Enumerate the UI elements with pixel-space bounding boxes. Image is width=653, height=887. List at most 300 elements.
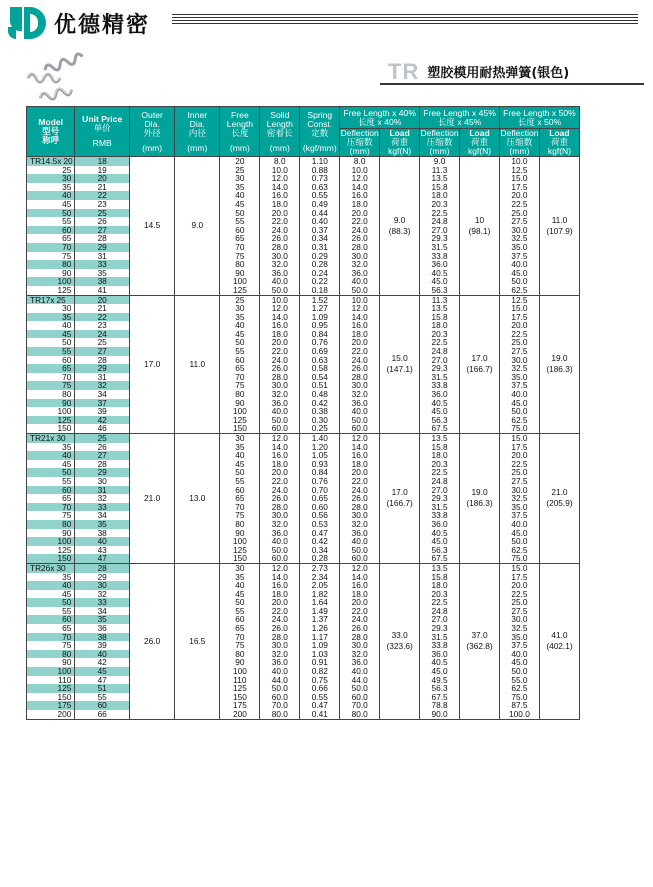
- cell-deflection-50: 50.0: [499, 277, 539, 286]
- cell-free: 125: [220, 286, 260, 295]
- load-newton: (323.6): [386, 641, 413, 652]
- cell-solid: 18.0: [260, 330, 300, 339]
- cell-spring: 1.03: [300, 650, 340, 659]
- cell-solid: 16.0: [260, 321, 300, 330]
- cell-spring: 0.51: [300, 381, 340, 390]
- cell-model: 65: [27, 364, 75, 373]
- col-model: Model 型号 称呼: [27, 107, 75, 157]
- cell-model: 35: [27, 443, 75, 452]
- cell-free: 25: [220, 295, 260, 304]
- cell-spring: 0.30: [300, 416, 340, 425]
- cell-deflection-50: 15.0: [499, 563, 539, 572]
- cell-deflection-50: 30.0: [499, 226, 539, 235]
- cell-free: 35: [220, 313, 260, 322]
- cell-price: 36: [75, 624, 130, 633]
- cell-solid: 28.0: [260, 633, 300, 642]
- brand-header: [8, 4, 150, 42]
- cell-free: 75: [220, 252, 260, 261]
- cell-deflection-45: 67.5: [420, 424, 460, 433]
- cell-free: 65: [220, 494, 260, 503]
- cell-deflection-40: 12.0: [340, 563, 380, 572]
- cell-solid: 18.0: [260, 590, 300, 599]
- cell-spring: 0.34: [300, 234, 340, 243]
- cell-solid: 44.0: [260, 676, 300, 685]
- cell-model: 150: [27, 554, 75, 563]
- cell-deflection-50: 10.0: [499, 157, 539, 166]
- cell-spring: 1.20: [300, 443, 340, 452]
- cell-deflection-50: 22.5: [499, 460, 539, 469]
- cell-deflection-45: 45.0: [420, 407, 460, 416]
- col-inner: Inner Dia. 内径 (mm): [175, 107, 220, 157]
- cell-spring: 0.54: [300, 373, 340, 382]
- cell-deflection-50: 12.5: [499, 166, 539, 175]
- cell-free: 60: [220, 615, 260, 624]
- cell-deflection-40: 22.0: [340, 217, 380, 226]
- cell-spring: 2.05: [300, 581, 340, 590]
- cell-solid: 30.0: [260, 511, 300, 520]
- cell-model: 60: [27, 615, 75, 624]
- cell-solid: 16.0: [260, 581, 300, 590]
- cell-deflection-40: 60.0: [340, 554, 380, 563]
- cell-spring: 0.70: [300, 486, 340, 495]
- cell-deflection-45: 36.0: [420, 520, 460, 529]
- cell-solid: 32.0: [260, 260, 300, 269]
- cell-price: 22: [75, 191, 130, 200]
- cell-price: 22: [75, 313, 130, 322]
- cell-deflection-45: 22.5: [420, 468, 460, 477]
- cell-spring: 1.10: [300, 157, 340, 166]
- cell-spring: 0.47: [300, 529, 340, 538]
- cell-spring: 0.42: [300, 537, 340, 546]
- cell-deflection-45: 45.0: [420, 667, 460, 676]
- cell-deflection-45: 11.3: [420, 166, 460, 175]
- cell-solid: 28.0: [260, 373, 300, 382]
- cell-model: 100: [27, 537, 75, 546]
- cell-free: 25: [220, 166, 260, 175]
- cell-deflection-50: 20.0: [499, 581, 539, 590]
- cell-model: 30: [27, 174, 75, 183]
- cell-model: 60: [27, 356, 75, 365]
- cell-price: 23: [75, 321, 130, 330]
- cell-deflection-45: 49.5: [420, 676, 460, 685]
- springs-image: [22, 50, 94, 108]
- cell-spring: 1.52: [300, 295, 340, 304]
- cell-deflection-50: 45.0: [499, 658, 539, 667]
- cell-solid: 24.0: [260, 226, 300, 235]
- cell-model: 40: [27, 321, 75, 330]
- cell-solid: 18.0: [260, 200, 300, 209]
- cell-spring: 0.63: [300, 183, 340, 192]
- load-newton: (166.7): [386, 498, 413, 509]
- cell-solid: 20.0: [260, 209, 300, 218]
- cell-deflection-50: 20.0: [499, 451, 539, 460]
- cell-price: 26: [75, 217, 130, 226]
- cell-deflection-45: 56.3: [420, 546, 460, 555]
- cell-solid: 32.0: [260, 650, 300, 659]
- cell-free: 65: [220, 624, 260, 633]
- cell-spring: 1.17: [300, 633, 340, 642]
- cell-deflection-40: 50.0: [340, 416, 380, 425]
- cell-solid: 12.0: [260, 174, 300, 183]
- cell-deflection-50: 27.5: [499, 607, 539, 616]
- model-length: 30: [56, 562, 66, 573]
- cell-solid: 30.0: [260, 381, 300, 390]
- cell-deflection-50: 62.5: [499, 286, 539, 295]
- cell-deflection-50: 25.0: [499, 468, 539, 477]
- cell-deflection-45: 31.5: [420, 243, 460, 252]
- cell-price: 21: [75, 183, 130, 192]
- cell-spring: 0.41: [300, 710, 340, 719]
- cell-deflection-45: 67.5: [420, 554, 460, 563]
- model-prefix: TR17x: [30, 294, 55, 305]
- cell-free: 70: [220, 503, 260, 512]
- cell-deflection-45: 33.8: [420, 381, 460, 390]
- cell-free: 125: [220, 684, 260, 693]
- cell-deflection-50: 32.5: [499, 494, 539, 503]
- cell-deflection-50: 15.0: [499, 434, 539, 443]
- cell-solid: 26.0: [260, 494, 300, 503]
- cell-price: 66: [75, 710, 130, 719]
- cell-spring: 1.09: [300, 641, 340, 650]
- cell-free: 125: [220, 546, 260, 555]
- cell-free: 80: [220, 520, 260, 529]
- cell-load-40: [380, 563, 420, 719]
- cell-deflection-45: 15.8: [420, 183, 460, 192]
- cell-solid: 40.0: [260, 407, 300, 416]
- cell-solid: 10.0: [260, 295, 300, 304]
- cell-deflection-40: 20.0: [340, 338, 380, 347]
- col-spring: Spring Const. 定数 (kgf/mm): [300, 107, 340, 157]
- cell-deflection-50: 75.0: [499, 693, 539, 702]
- cell-solid: 32.0: [260, 520, 300, 529]
- cell-solid: 24.0: [260, 615, 300, 624]
- cell-free: 70: [220, 243, 260, 252]
- cell-deflection-40: 70.0: [340, 701, 380, 710]
- cell-deflection-45: 22.5: [420, 209, 460, 218]
- cell-free: 30: [220, 563, 260, 572]
- cell-price: 29: [75, 364, 130, 373]
- cell-deflection-40: 18.0: [340, 200, 380, 209]
- cell-deflection-40: 30.0: [340, 511, 380, 520]
- cell-model: 75: [27, 511, 75, 520]
- cell-price: 32: [75, 590, 130, 599]
- cell-inner: 11.0: [175, 295, 220, 434]
- cell-deflection-50: 40.0: [499, 650, 539, 659]
- cell-solid: 10.0: [260, 166, 300, 175]
- cell-deflection-45: 90.0: [420, 710, 460, 719]
- cell-load-45: [460, 295, 500, 434]
- cell-price: 28: [75, 234, 130, 243]
- cell-price: 33: [75, 260, 130, 269]
- cell-free: 110: [220, 676, 260, 685]
- cell-price: 47: [75, 676, 130, 685]
- cell-free: 200: [220, 710, 260, 719]
- cell-deflection-40: 14.0: [340, 313, 380, 322]
- cell-spring: 0.95: [300, 321, 340, 330]
- cell-deflection-40: 30.0: [340, 252, 380, 261]
- series-title: [380, 61, 644, 85]
- cell-deflection-40: 16.0: [340, 581, 380, 590]
- cell-free: 70: [220, 373, 260, 382]
- cell-price: 27: [75, 226, 130, 235]
- cell-solid: 36.0: [260, 658, 300, 667]
- cell-deflection-50: 32.5: [499, 364, 539, 373]
- cell-deflection-40: 26.0: [340, 624, 380, 633]
- group-40: Free Length x 40% 长度 x 40%: [340, 107, 420, 129]
- cell-spring: 2.34: [300, 573, 340, 582]
- cell-deflection-50: 55.0: [499, 676, 539, 685]
- table-header: [27, 107, 580, 157]
- cell-price: 33: [75, 598, 130, 607]
- cell-solid: 22.0: [260, 607, 300, 616]
- cell-deflection-40: 16.0: [340, 191, 380, 200]
- cell-deflection-45: 20.3: [420, 200, 460, 209]
- cell-price: 28: [75, 356, 130, 365]
- cell-solid: 36.0: [260, 399, 300, 408]
- table-row: [27, 434, 580, 443]
- cell-price: 24: [75, 330, 130, 339]
- cell-model: 75: [27, 641, 75, 650]
- cell-model: 125: [27, 546, 75, 555]
- cell-deflection-50: 37.5: [499, 381, 539, 390]
- cell-model: 150: [27, 424, 75, 433]
- cell-deflection-50: 17.5: [499, 573, 539, 582]
- cell-model: 125: [27, 684, 75, 693]
- cell-solid: 26.0: [260, 364, 300, 373]
- cell-price: 29: [75, 243, 130, 252]
- load-kgf: 33.0: [391, 630, 408, 641]
- cell-free: 40: [220, 581, 260, 590]
- cell-deflection-40: 80.0: [340, 710, 380, 719]
- cell-deflection-40: 60.0: [340, 693, 380, 702]
- col-deflection-45: Deflection 压缩数 (mm): [420, 128, 459, 156]
- cell-model: 70: [27, 503, 75, 512]
- cell-deflection-45: 45.0: [420, 537, 460, 546]
- table-row: [27, 295, 580, 304]
- cell-deflection-45: 18.0: [420, 451, 460, 460]
- cell-free: 40: [220, 191, 260, 200]
- cell-free: 50: [220, 598, 260, 607]
- cell-free: 55: [220, 347, 260, 356]
- cell-solid: 50.0: [260, 416, 300, 425]
- cell-model: 100: [27, 407, 75, 416]
- cell-model: 70: [27, 243, 75, 252]
- cell-price: 35: [75, 520, 130, 529]
- cell-deflection-40: 24.0: [340, 356, 380, 365]
- load-kgf: 17.0: [471, 353, 488, 364]
- cell-deflection-45: 22.5: [420, 598, 460, 607]
- col-deflection-50: Deflection 压缩数 (mm): [500, 128, 539, 156]
- cell-free: 35: [220, 183, 260, 192]
- cell-price: 39: [75, 641, 130, 650]
- cell-solid: 50.0: [260, 684, 300, 693]
- cell-free: 75: [220, 641, 260, 650]
- cell-spring: 1.82: [300, 590, 340, 599]
- cell-solid: 20.0: [260, 598, 300, 607]
- load-kgf: 11.0: [551, 214, 568, 225]
- cell-model: 90: [27, 658, 75, 667]
- cell-price: 20: [75, 295, 130, 304]
- cell-model: 90: [27, 269, 75, 278]
- cell-model: 65: [27, 624, 75, 633]
- cell-deflection-45: 22.5: [420, 338, 460, 347]
- cell-spring: 0.75: [300, 676, 340, 685]
- cell-deflection-45: 29.3: [420, 364, 460, 373]
- table-row: [27, 157, 580, 166]
- cell-spring: 0.53: [300, 520, 340, 529]
- cell-free: 75: [220, 511, 260, 520]
- col-load-40: Load 荷重 kgf(N): [380, 129, 420, 157]
- cell-free: 65: [220, 234, 260, 243]
- cell-free: 45: [220, 590, 260, 599]
- load-kgf: 41.0: [551, 630, 568, 641]
- cell-deflection-50: 15.0: [499, 304, 539, 313]
- cell-deflection-45: 31.5: [420, 503, 460, 512]
- cell-deflection-40: 30.0: [340, 641, 380, 650]
- cell-deflection-50: 17.5: [499, 313, 539, 322]
- load-kgf: 9.0: [393, 214, 406, 225]
- cell-spring: 0.22: [300, 277, 340, 286]
- cell-free: 80: [220, 260, 260, 269]
- cell-deflection-40: 22.0: [340, 347, 380, 356]
- cell-model: 100: [27, 667, 75, 676]
- cell-solid: 22.0: [260, 347, 300, 356]
- cell-deflection-50: 17.5: [499, 443, 539, 452]
- cell-price: 31: [75, 252, 130, 261]
- cell-deflection-45: 33.8: [420, 511, 460, 520]
- cell-price: 29: [75, 573, 130, 582]
- cell-deflection-50: 30.0: [499, 356, 539, 365]
- cell-solid: 28.0: [260, 243, 300, 252]
- cell-deflection-50: 22.5: [499, 330, 539, 339]
- cell-deflection-45: 40.5: [420, 399, 460, 408]
- cell-deflection-40: 22.0: [340, 477, 380, 486]
- cell-solid: 28.0: [260, 503, 300, 512]
- cell-deflection-50: 45.0: [499, 529, 539, 538]
- col-deflection-40: Deflection 压缩数 (mm): [340, 128, 379, 156]
- cell-spring: 0.55: [300, 693, 340, 702]
- col-load-45: Load 荷重 kgf(N): [460, 129, 500, 157]
- cell-model: 55: [27, 347, 75, 356]
- cell-model: 35: [27, 313, 75, 322]
- cell-solid: 12.0: [260, 434, 300, 443]
- cell-price: 25: [75, 338, 130, 347]
- cell-free: 150: [220, 693, 260, 702]
- cell-spring: 1.26: [300, 624, 340, 633]
- cell-deflection-40: 10.0: [340, 295, 380, 304]
- cell-free: 90: [220, 529, 260, 538]
- cell-price: 55: [75, 693, 130, 702]
- cell-model: 125: [27, 286, 75, 295]
- cell-price: 33: [75, 503, 130, 512]
- cell-price: 43: [75, 546, 130, 555]
- col-price: Unit Price 单价 RMB: [75, 107, 130, 157]
- cell-price: 20: [75, 174, 130, 183]
- cell-price: 34: [75, 607, 130, 616]
- cell-free: 60: [220, 226, 260, 235]
- cell-price: 41: [75, 286, 130, 295]
- cell-spring: 1.09: [300, 313, 340, 322]
- load-newton: (147.1): [386, 364, 413, 375]
- cell-deflection-45: 13.5: [420, 304, 460, 313]
- cell-solid: 50.0: [260, 546, 300, 555]
- cell-deflection-50: 22.5: [499, 590, 539, 599]
- cell-deflection-45: 27.0: [420, 486, 460, 495]
- cell-price: 60: [75, 701, 130, 710]
- cell-free: 55: [220, 477, 260, 486]
- cell-model: 65: [27, 234, 75, 243]
- cell-outer: 14.5: [130, 157, 175, 296]
- cell-free: 45: [220, 200, 260, 209]
- cell-deflection-45: 9.0: [420, 157, 460, 166]
- cell-free: 20: [220, 157, 260, 166]
- cell-solid: 16.0: [260, 451, 300, 460]
- cell-price: 29: [75, 468, 130, 477]
- cell-deflection-45: 40.5: [420, 269, 460, 278]
- cell-model: 125: [27, 416, 75, 425]
- cell-price: 27: [75, 347, 130, 356]
- cell-free: 40: [220, 321, 260, 330]
- cell-solid: 60.0: [260, 693, 300, 702]
- cell-deflection-45: 11.3: [420, 295, 460, 304]
- cell-spring: 0.40: [300, 217, 340, 226]
- cell-deflection-50: 32.5: [499, 234, 539, 243]
- cell-price: 28: [75, 563, 130, 572]
- cell-spring: 0.65: [300, 494, 340, 503]
- cell-deflection-45: 27.0: [420, 615, 460, 624]
- cell-model: 25: [27, 166, 75, 175]
- cell-deflection-40: 20.0: [340, 598, 380, 607]
- cell-solid: 16.0: [260, 191, 300, 200]
- cell-price: 30: [75, 581, 130, 590]
- cell-deflection-50: 40.0: [499, 260, 539, 269]
- cell-spring: 0.76: [300, 338, 340, 347]
- cell-model: 90: [27, 399, 75, 408]
- cell-price: 32: [75, 494, 130, 503]
- load-kgf: 37.0: [471, 630, 488, 641]
- cell-deflection-40: 50.0: [340, 684, 380, 693]
- load-kgf: 15.0: [391, 353, 408, 364]
- cell-deflection-50: 75.0: [499, 554, 539, 563]
- cell-deflection-45: 13.5: [420, 434, 460, 443]
- cell-spring: 0.58: [300, 364, 340, 373]
- cell-spring: 0.63: [300, 356, 340, 365]
- cell-model: 45: [27, 590, 75, 599]
- cell-deflection-40: 40.0: [340, 537, 380, 546]
- cell-solid: 70.0: [260, 701, 300, 710]
- cell-deflection-40: 16.0: [340, 451, 380, 460]
- cell-deflection-50: 30.0: [499, 615, 539, 624]
- cell-deflection-50: 17.5: [499, 183, 539, 192]
- cell-deflection-45: 29.3: [420, 234, 460, 243]
- cell-spring: 0.18: [300, 286, 340, 295]
- cell-free: 90: [220, 658, 260, 667]
- cell-deflection-50: 25.0: [499, 598, 539, 607]
- cell-spring: 0.24: [300, 269, 340, 278]
- cell-deflection-50: 27.5: [499, 347, 539, 356]
- cell-deflection-40: 18.0: [340, 590, 380, 599]
- cell-deflection-40: 36.0: [340, 658, 380, 667]
- cell-price: 38: [75, 633, 130, 642]
- cell-deflection-40: 40.0: [340, 277, 380, 286]
- cell-solid: 26.0: [260, 624, 300, 633]
- cell-spring: 0.55: [300, 191, 340, 200]
- cell-solid: 12.0: [260, 563, 300, 572]
- cell-deflection-50: 25.0: [499, 209, 539, 218]
- cell-price: 35: [75, 269, 130, 278]
- cell-deflection-45: 24.8: [420, 347, 460, 356]
- cell-deflection-50: 15.0: [499, 174, 539, 183]
